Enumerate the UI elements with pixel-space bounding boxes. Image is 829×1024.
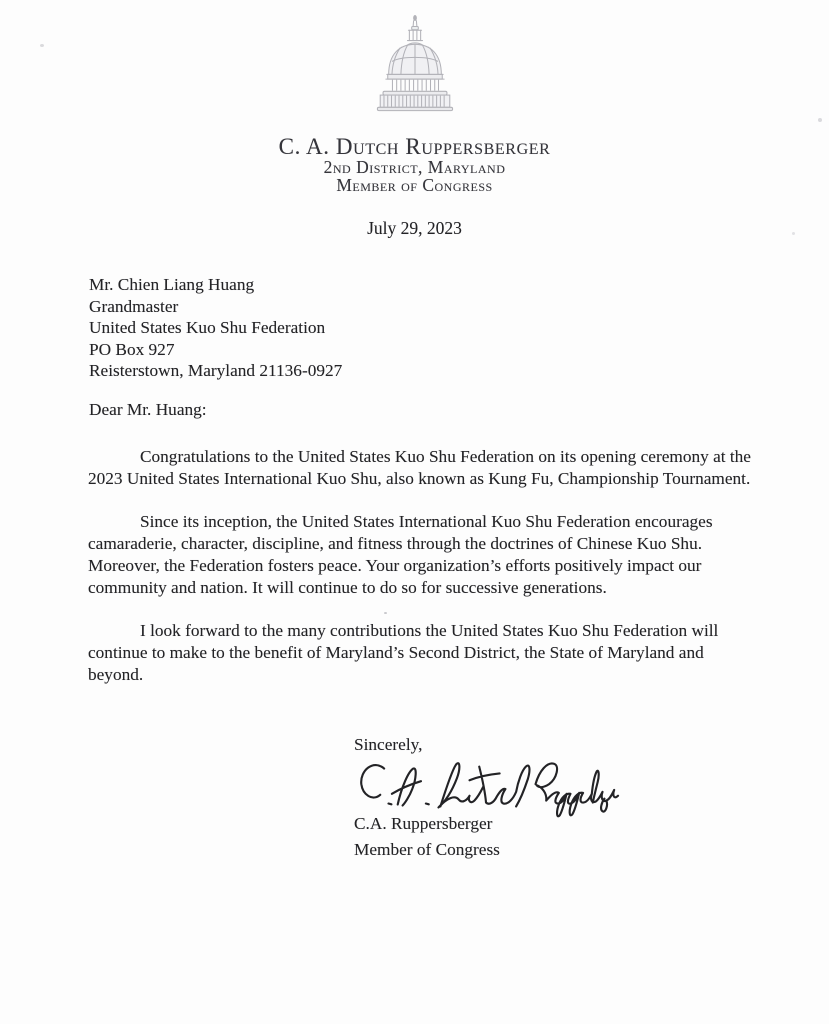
signer-title: Member of Congress (354, 839, 500, 859)
us-capitol-dome-icon (368, 12, 462, 118)
recipient-po-box: PO Box 927 (89, 339, 175, 359)
letterhead-role: Member of Congress (336, 175, 493, 195)
letter-body (88, 446, 751, 708)
recipient-title: Grandmaster (89, 296, 179, 316)
recipient-city-state-zip: Reisterstown, Maryland 21136-0927 (89, 361, 343, 380)
recipient-organization: United States Kuo Shu Federation (89, 318, 326, 337)
scan-speck (40, 44, 44, 47)
letter-date: July 29, 2023 (367, 218, 462, 238)
scan-speck (792, 232, 795, 235)
letterhead (0, 12, 829, 194)
recipient-name: Mr. Chien Liang Huang (89, 275, 255, 294)
body-paragraph-2: Since its inception, the United States International Kuo Shu Federation encourages camaraderie, character, discipline, and fitness through the doctrines of Chinese Kuo Shu. Moreover, the Federation fosters peace. Your organization’s efforts positively impact our community and nation. It will continue to do so for successive generations. (88, 512, 713, 597)
signer-name: C.A. Ruppersberger (354, 814, 493, 833)
scan-speck (384, 612, 387, 614)
letterhead-name: C. A. Dutch Ruppersberger (278, 134, 551, 159)
body-paragraph-3: I look forward to the many contributions the United States Kuo Shu Federation will continue to make to the benefit of Maryland’s Second District, the State of Maryland and beyond. (88, 621, 719, 684)
recipient-address (89, 274, 342, 382)
valediction: Sincerely, (354, 735, 423, 754)
closing-block (354, 735, 622, 862)
salutation: Dear Mr. Huang: (89, 400, 207, 419)
letterhead-district: 2nd District, Maryland (323, 157, 506, 177)
body-paragraph-1: Congratulations to the United States Kuo Shu Federation on its opening ceremony at the 2023 United States International Kuo Shu, also known as Kung Fu, Championship Tournament. (88, 447, 751, 488)
scan-speck (818, 118, 822, 122)
